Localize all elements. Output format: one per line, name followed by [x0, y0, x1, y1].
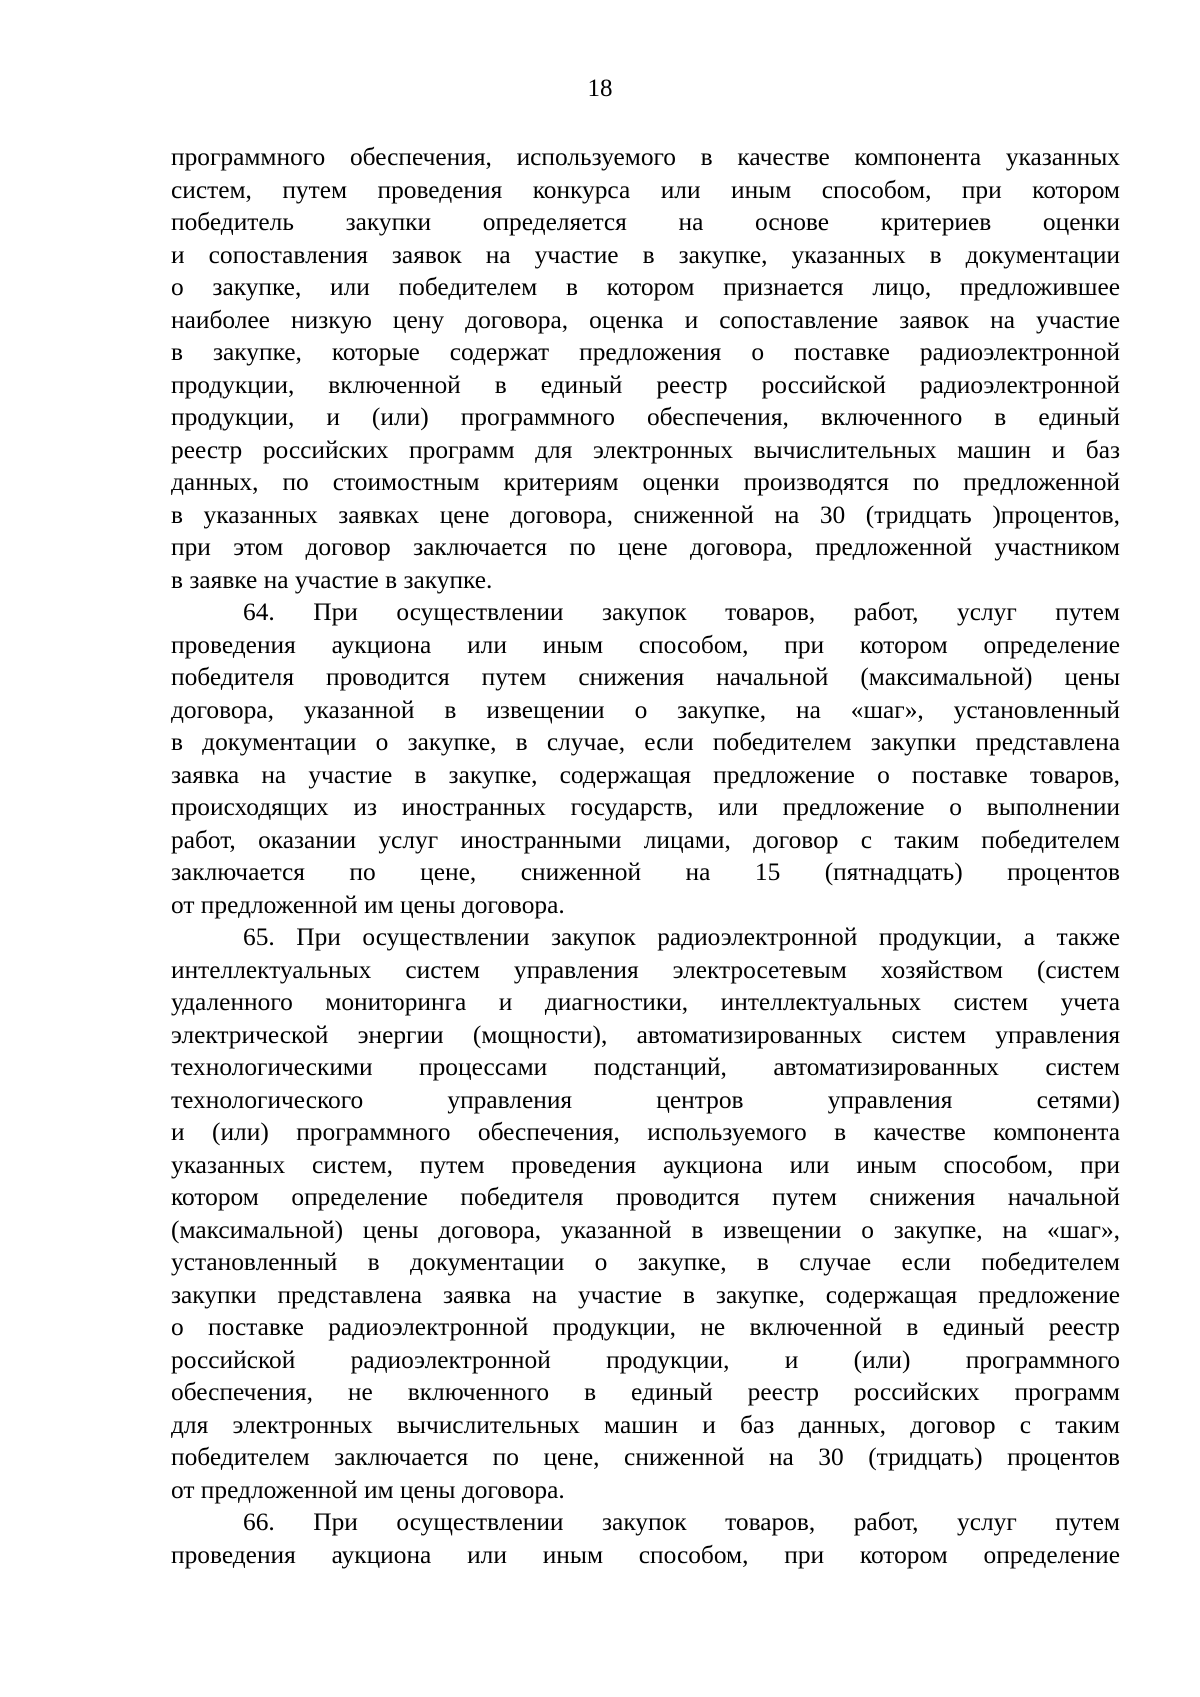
text-line: указанных систем, путем проведения аукциона или иным способом, при — [171, 1150, 1120, 1179]
text-line: 64. При осуществлении закупок товаров, работ, услуг путем — [243, 598, 1120, 626]
text-line: проведения аукциона или иным способом, при котором определение — [171, 1540, 1120, 1569]
page-number: 18 — [587, 75, 613, 102]
text-line: о закупке, или победителем в котором признается лицо, предложившее — [171, 273, 1120, 301]
text-line: победителя проводится путем снижения начальной (максимальной) цены — [171, 663, 1120, 691]
text-line: наиболее низкую цену договора, оценка и сопоставление заявок на участие — [171, 305, 1120, 334]
text-line: обеспечения, не включенного в единый реестр российских программ — [171, 1378, 1120, 1406]
text-line: электрической энергии (мощности), автоматизированных систем управления — [171, 1020, 1120, 1049]
document-body — [171, 141, 1120, 1571]
text-line: победитель закупки определяется на основе критериев оценки — [171, 208, 1120, 236]
text-line: при этом договор заключается по цене договора, предложенной участником — [171, 533, 1120, 561]
text-line: продукции, и (или) программного обеспечения, включенного в единый — [171, 403, 1120, 431]
text-line: (максимальной) цены договора, указанной в извещении о закупке, на «шаг», — [171, 1215, 1120, 1244]
text-line: в документации о закупке, в случае, если победителем закупки представлена — [171, 728, 1120, 756]
text-line: установленный в документации о закупке, в случае если победителем — [171, 1248, 1120, 1276]
text-line: победителем заключается по цене, сниженной на 30 (тридцать) процентов — [171, 1443, 1120, 1471]
text-line: проведения аукциона или иным способом, при котором определение — [171, 630, 1120, 659]
text-line: заключается по цене, сниженной на 15 (пятнадцать) процентов — [171, 858, 1120, 886]
text-line: в заявке на участие в закупке. — [171, 565, 493, 594]
text-line: в закупке, которые содержат предложения о поставке радиоэлектронной — [171, 338, 1120, 366]
text-line: в указанных заявках цене договора, сниженной на 30 (тридцать )процентов, — [171, 500, 1120, 529]
text-line: и (или) программного обеспечения, используемого в качестве компонента — [171, 1118, 1120, 1146]
text-line: закупки представлена заявка на участие в закупке, содержащая предложение — [171, 1280, 1120, 1309]
text-line: технологическими процессами подстанций, автоматизированных систем — [171, 1053, 1120, 1081]
text-line: интеллектуальных систем управления электросетевым хозяйством (систем — [171, 955, 1120, 984]
text-line: удаленного мониторинга и диагностики, интеллектуальных систем учета — [171, 988, 1120, 1016]
text-line: данных, по стоимостным критериям оценки производятся по предложенной — [171, 468, 1120, 496]
text-line: от предложенной им цены договора. — [171, 890, 565, 919]
text-line: для электронных вычислительных машин и баз данных, договор с таким — [171, 1410, 1120, 1439]
text-line: российской радиоэлектронной продукции, и (или) программного — [171, 1345, 1120, 1374]
text-line: технологического управления центров управления сетями) — [171, 1085, 1120, 1114]
text-line: программного обеспечения, используемого в качестве компонента указанных — [171, 143, 1120, 171]
text-line: продукции, включенной в единый реестр российской радиоэлектронной — [171, 370, 1120, 399]
text-line: заявка на участие в закупке, содержащая предложение о поставке товаров, — [171, 760, 1120, 789]
text-line: 65. При осуществлении закупок радиоэлектронной продукции, а также — [243, 923, 1120, 951]
text-line: реестр российских программ для электронных вычислительных машин и баз — [171, 435, 1120, 464]
text-line: от предложенной им цены договора. — [171, 1475, 565, 1504]
text-line: договора, указанной в извещении о закупке, на «шаг», установленный — [171, 695, 1120, 724]
text-line: работ, оказании услуг иностранными лицами, договор с таким победителем — [171, 825, 1120, 854]
text-line: 66. При осуществлении закупок товаров, работ, услуг путем — [243, 1508, 1120, 1536]
text-line: происходящих из иностранных государств, или предложение о выполнении — [171, 793, 1120, 821]
text-line: котором определение победителя проводится путем снижения начальной — [171, 1183, 1120, 1211]
text-line: систем, путем проведения конкурса или иным способом, при котором — [171, 175, 1120, 204]
text-line: о поставке радиоэлектронной продукции, не включенной в единый реестр — [171, 1313, 1120, 1341]
text-line: и сопоставления заявок на участие в закупке, указанных в документации — [171, 240, 1120, 269]
